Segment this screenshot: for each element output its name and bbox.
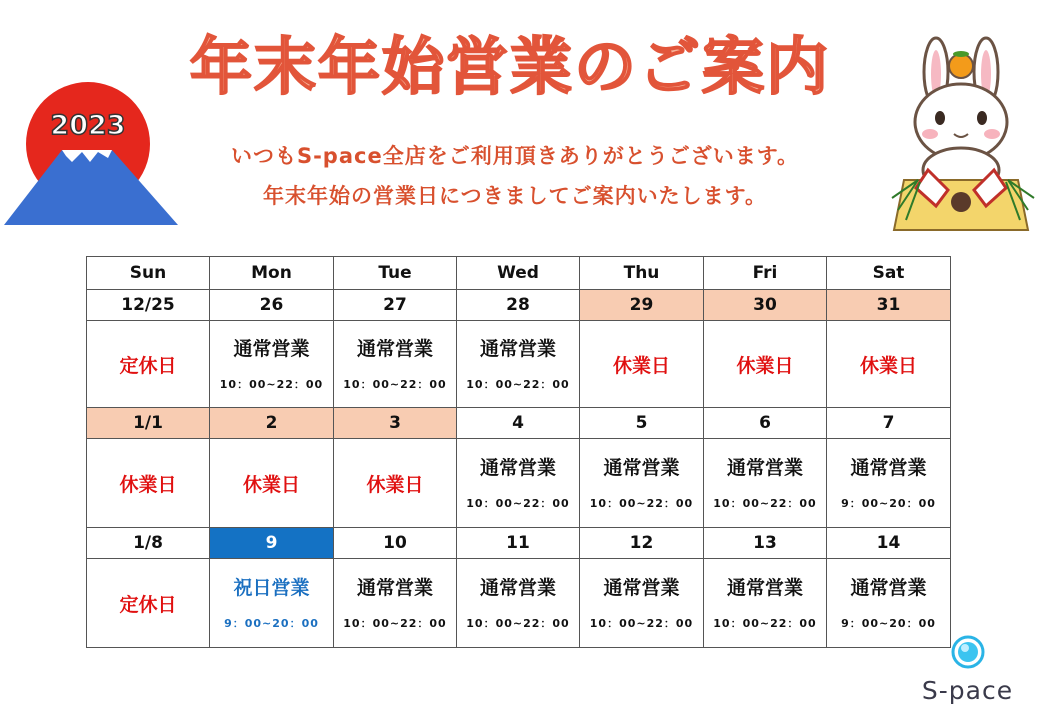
- s-pace-logo: [910, 630, 1030, 710]
- hours-label: 10：00~22：00: [343, 378, 447, 391]
- hours-label: 10：00~22：00: [713, 497, 817, 510]
- logo-ring-icon: [950, 632, 986, 672]
- status-label: 定休日: [119, 593, 177, 616]
- hours-label: 10：00~22：00: [343, 617, 447, 630]
- status-label: 祝日営業: [233, 577, 310, 599]
- day-status-cell: [334, 321, 457, 408]
- status-label: 休業日: [859, 354, 917, 377]
- hours-label: 10：00~22：00: [219, 378, 324, 391]
- status-label: 通常営業: [603, 457, 680, 479]
- rabbit-kagami-mochi-illustration: [888, 30, 1038, 240]
- week-2-dates: [87, 408, 951, 439]
- day-status-cell: [87, 559, 210, 648]
- status-label: 通常営業: [603, 577, 680, 599]
- weekday-mon: Mon: [210, 257, 334, 290]
- day-status-cell: [334, 559, 457, 648]
- day-status-cell: [334, 439, 457, 528]
- hours-label: 9：00~20：00: [224, 617, 319, 630]
- page-title: 年末年始営業のご案内: [189, 30, 830, 103]
- day-status-cell: [457, 321, 580, 408]
- day-status-cell: [704, 559, 827, 648]
- status-label: 通常営業: [726, 457, 803, 479]
- status-label: 定休日: [119, 354, 177, 377]
- weekday-thu: Thu: [580, 257, 704, 290]
- week-2-status: [87, 439, 951, 528]
- date-cell: 10: [334, 528, 457, 559]
- hours-label: 10：00~22：00: [466, 617, 570, 630]
- date-cell-holiday: 9: [210, 528, 334, 559]
- date-cell: 14: [827, 528, 951, 559]
- year-badge: 2023: [50, 110, 126, 141]
- date-cell: 11: [457, 528, 580, 559]
- hours-label: 9：00~20：00: [841, 617, 936, 630]
- week-1-status: [87, 321, 951, 408]
- status-label: 休業日: [242, 473, 300, 496]
- day-status-cell: [457, 559, 580, 648]
- day-status-cell: [580, 439, 704, 528]
- day-status-cell: [210, 439, 334, 528]
- day-status-cell: [827, 439, 951, 528]
- date-cell-closed: 29: [580, 290, 704, 321]
- status-label: 休業日: [366, 473, 424, 496]
- date-cell-closed: 2: [210, 408, 334, 439]
- hours-label: 10：00~22：00: [589, 617, 694, 630]
- hours-label: 10：00~22：00: [466, 497, 570, 510]
- hours-label: 10：00~22：00: [713, 617, 817, 630]
- weekday-sat: Sat: [827, 257, 951, 290]
- date-cell: 5: [580, 408, 704, 439]
- day-status-cell: [210, 321, 334, 408]
- date-cell: 7: [827, 408, 951, 439]
- date-cell: 27: [334, 290, 457, 321]
- day-status-cell: [457, 439, 580, 528]
- status-label: 通常営業: [850, 577, 927, 599]
- date-cell: 13: [704, 528, 827, 559]
- status-label: 通常営業: [356, 338, 433, 360]
- date-cell: 6: [704, 408, 827, 439]
- date-cell-closed: 1/1: [87, 408, 210, 439]
- date-cell: 1/8: [87, 528, 210, 559]
- status-label: 休業日: [612, 354, 670, 377]
- greeting-line-2: 年末年始の営業日につきましてご案内いたします。: [263, 184, 767, 208]
- weekday-header-row: [87, 257, 951, 290]
- date-cell: 26: [210, 290, 334, 321]
- logo-text: S-pace: [921, 676, 1014, 705]
- weekday-tue: Tue: [334, 257, 457, 290]
- day-status-cell: [704, 321, 827, 408]
- week-1-dates: [87, 290, 951, 321]
- sunrise-fuji-illustration: [0, 78, 180, 228]
- status-label: 通常営業: [726, 577, 803, 599]
- hours-label: 9：00~20：00: [841, 497, 936, 510]
- date-cell-closed: 30: [704, 290, 827, 321]
- date-cell-closed: 31: [827, 290, 951, 321]
- status-label: 通常営業: [479, 457, 556, 479]
- business-calendar: [86, 256, 951, 648]
- day-status-cell: [580, 321, 704, 408]
- status-label: 通常営業: [233, 338, 310, 360]
- date-cell: 4: [457, 408, 580, 439]
- greeting-line-1: いつもS-pace全店をご利用頂きありがとうございます。: [230, 144, 800, 168]
- day-status-cell: [704, 439, 827, 528]
- day-status-cell: [87, 439, 210, 528]
- status-label: 休業日: [736, 354, 794, 377]
- status-label: 休業日: [119, 473, 177, 496]
- status-label: 通常営業: [850, 457, 927, 479]
- weekday-sun: Sun: [87, 257, 210, 290]
- date-cell-closed: 3: [334, 408, 457, 439]
- day-status-cell: [827, 321, 951, 408]
- day-status-cell: [87, 321, 210, 408]
- week-3-status: [87, 559, 951, 648]
- day-status-cell: [580, 559, 704, 648]
- date-cell: 12/25: [87, 290, 210, 321]
- status-label: 通常営業: [356, 577, 433, 599]
- weekday-fri: Fri: [704, 257, 827, 290]
- date-cell: 28: [457, 290, 580, 321]
- weekday-wed: Wed: [457, 257, 580, 290]
- day-status-cell-holiday: [210, 559, 334, 648]
- hours-label: 10：00~22：00: [589, 497, 694, 510]
- hours-label: 10：00~22：00: [466, 378, 570, 391]
- status-label: 通常営業: [479, 577, 556, 599]
- status-label: 通常営業: [479, 338, 556, 360]
- week-3-dates: [87, 528, 951, 559]
- date-cell: 12: [580, 528, 704, 559]
